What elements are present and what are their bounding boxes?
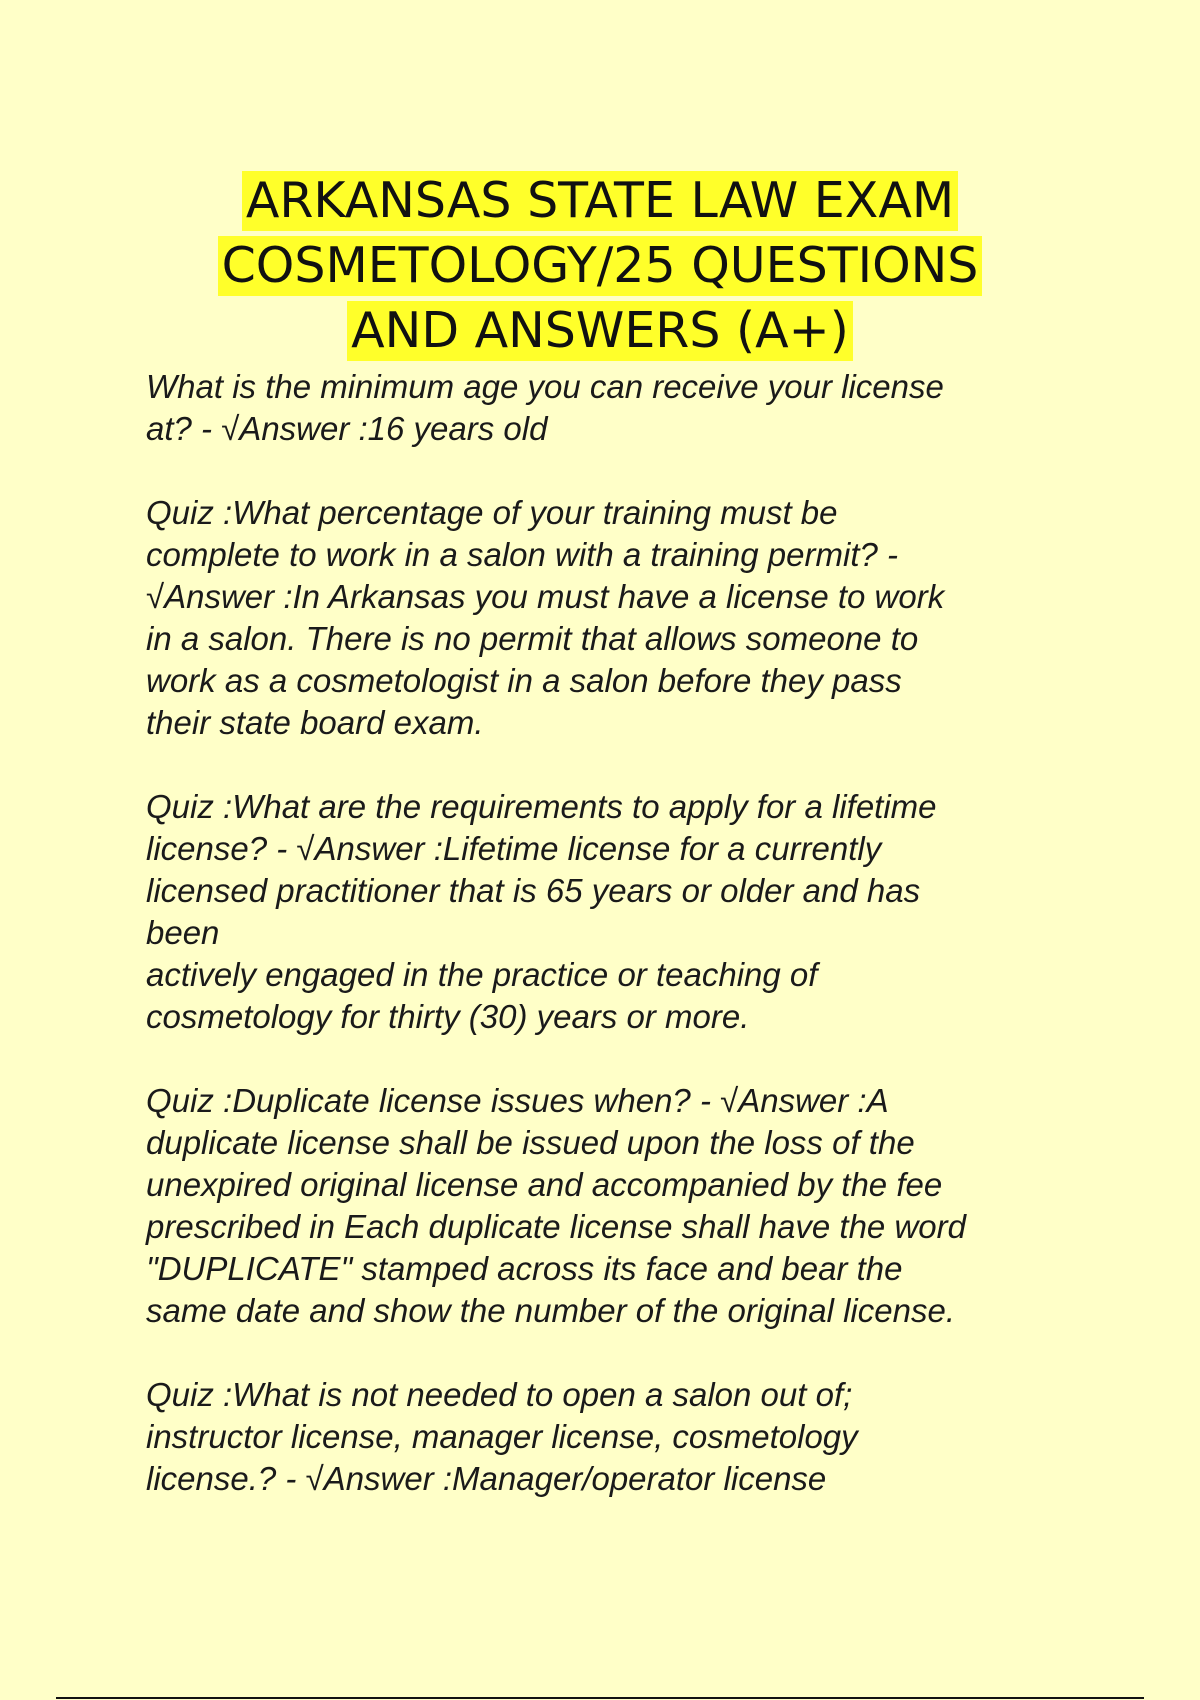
qa-entry-3: [146, 786, 1076, 1038]
title-line-2: COSMETOLOGY/25 QUESTIONS: [218, 236, 983, 296]
qa-line: same date and show the number of the original license.: [146, 1292, 955, 1329]
qa-line: been: [146, 914, 220, 951]
qa-line: their state board exam.: [146, 704, 484, 741]
qa-line: licensed practitioner that is 65 years or older and has: [146, 872, 921, 909]
qa-entry-1: [146, 366, 1076, 450]
qa-line: work as a cosmetologist in a salon before they pass: [146, 662, 902, 699]
qa-line: Quiz :Duplicate license issues when? - √Answer :A: [146, 1082, 889, 1119]
qa-list: [146, 366, 1076, 1542]
qa-line: license? - √Answer :Lifetime license for a currently: [146, 830, 882, 867]
qa-line: √Answer :In Arkansas you must have a license to work: [146, 578, 945, 615]
qa-line: unexpired original license and accompanied by the fee: [146, 1166, 943, 1203]
qa-line: Quiz :What are the requirements to apply for a lifetime: [146, 788, 937, 825]
qa-line: prescribed in Each duplicate license shall have the word: [146, 1208, 966, 1245]
qa-line: What is the minimum age you can receive your license: [146, 368, 944, 405]
qa-line: Quiz :What is not needed to open a salon out of;: [146, 1376, 853, 1413]
qa-line: at? - √Answer :16 years old: [146, 410, 548, 447]
qa-line: in a salon. There is no permit that allows someone to: [146, 620, 919, 657]
document-title: [0, 168, 1200, 363]
qa-entry-5: [146, 1374, 1076, 1500]
qa-line: actively engaged in the practice or teaching of: [146, 956, 818, 993]
page-bottom-rule: [56, 1697, 1144, 1699]
qa-line: Quiz :What percentage of your training must be: [146, 494, 838, 531]
qa-line: cosmetology for thirty (30) years or more.: [146, 998, 750, 1035]
title-line-3: AND ANSWERS (A+): [347, 301, 853, 361]
qa-entry-4: [146, 1080, 1076, 1332]
qa-line: "DUPLICATE" stamped across its face and bear the: [146, 1250, 903, 1287]
qa-entry-2: [146, 492, 1076, 744]
qa-line: duplicate license shall be issued upon the loss of the: [146, 1124, 915, 1161]
title-line-1: ARKANSAS STATE LAW EXAM: [242, 171, 958, 231]
qa-line: complete to work in a salon with a training permit? -: [146, 536, 899, 573]
qa-line: license.? - √Answer :Manager/operator license: [146, 1460, 827, 1497]
qa-line: instructor license, manager license, cosmetology: [146, 1418, 858, 1455]
